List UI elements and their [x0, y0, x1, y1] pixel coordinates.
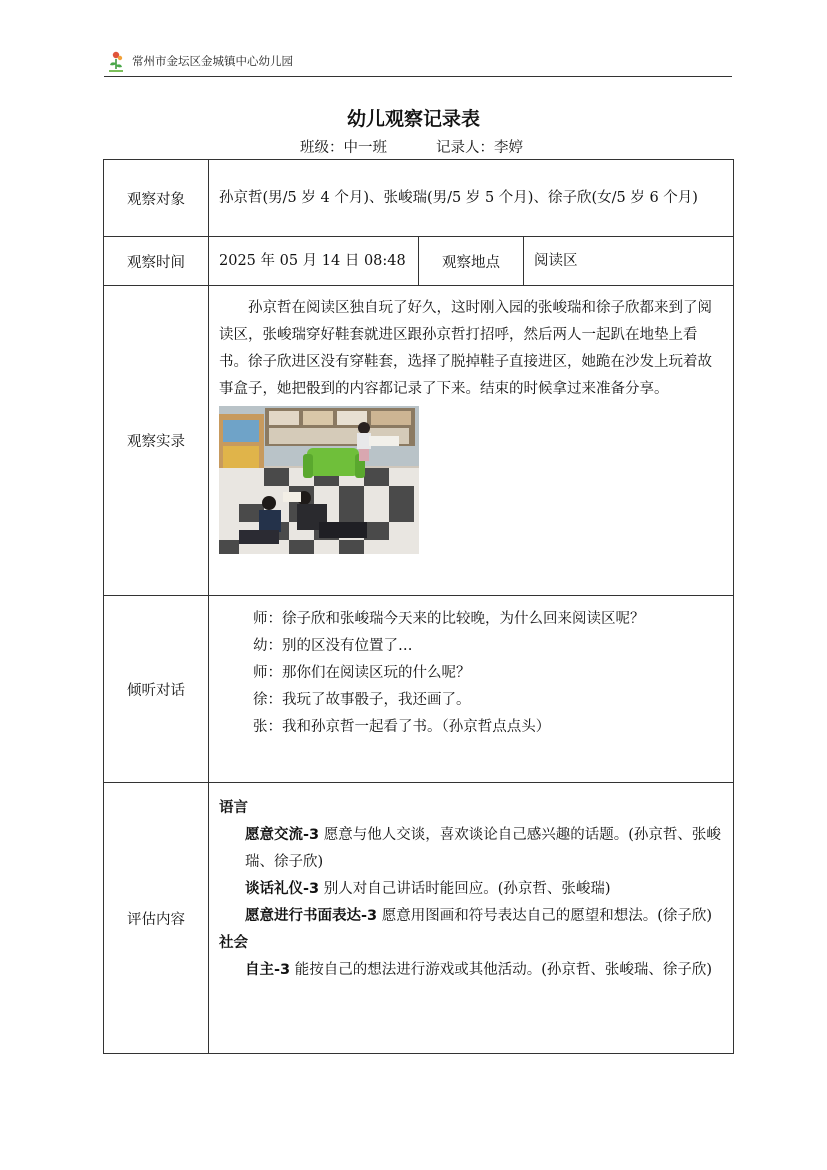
evaluation-item: [219, 903, 723, 930]
evaluation-item-text: 别人对自己讲话时能回应。(孙京哲、张峻瑞): [319, 881, 611, 897]
evaluation-item: [219, 876, 723, 903]
table-row-record: [104, 286, 734, 596]
time-value: 2025 年 05 月 14 日 08:48: [209, 237, 419, 286]
table-row-subject: [104, 160, 734, 237]
dialogue-line: 张：我和孙京哲一起看了书。（孙京哲点点头）: [253, 719, 551, 735]
record-label: 观察实录: [104, 286, 209, 596]
time-label: 观察时间: [104, 237, 209, 286]
evaluation-section-heading: 语言: [219, 800, 248, 816]
header-divider: [104, 76, 732, 77]
evaluation-section-heading: 社会: [219, 935, 248, 951]
place-value: 阅读区: [524, 237, 734, 286]
school-name: 常州市金坛区金城镇中心幼儿园: [132, 54, 293, 68]
evaluation-item-key: 愿意交流-3: [245, 827, 320, 843]
dialogue-label: 倾听对话: [104, 596, 209, 783]
subject-label: 观察对象: [104, 160, 209, 237]
page-title: 幼儿观察记录表: [346, 108, 480, 130]
dialogue-line: 徐：我玩了故事骰子，我还画了。: [253, 692, 471, 708]
dialogue-line: 幼：别的区没有位置了…: [253, 638, 413, 654]
page-header: [104, 48, 732, 76]
evaluation-item-text: 能按自己的想法进行游戏或其他活动。(孙京哲、张峻瑞、徐子欣): [290, 962, 713, 978]
evaluation-item-text: 愿意用图画和符号表达自己的愿望和想法。(徐子欣): [377, 908, 713, 924]
record-cell: [209, 286, 734, 596]
dialogue-line: 师：那你们在阅读区玩的什么呢？: [253, 665, 471, 681]
subject-value: 孙京哲(男/5 岁 4 个月)、张峻瑞(男/5 岁 5 个月)、徐子欣(女/5 岁 6 个月): [209, 160, 734, 237]
evaluation-cell: [209, 783, 734, 1054]
class-info: 班级：中一班: [300, 140, 387, 156]
evaluation-item-key: 愿意进行书面表达-3: [245, 908, 378, 924]
table-row-time: [104, 237, 734, 286]
school-logo-icon: [106, 50, 126, 74]
evaluation-item-text: 愿意与他人交谈，喜欢谈论自己感兴趣的话题。(孙京哲、张峻瑞、徐子欣): [245, 827, 721, 870]
table-row-dialogue: [104, 596, 734, 783]
evaluation-item-key: 自主-3: [245, 962, 291, 978]
place-label: 观察地点: [419, 237, 524, 286]
evaluation-item: [219, 822, 723, 876]
recorder-info: 记录人：李婷: [436, 140, 523, 156]
evaluation-item-key: 谈话礼仪-3: [245, 881, 320, 897]
evaluation-label: 评估内容: [104, 783, 209, 1054]
dialogue-cell: [209, 596, 734, 783]
evaluation-item: [219, 957, 723, 984]
table-row-evaluation: [104, 783, 734, 1054]
dialogue-line: 师：徐子欣和张峻瑞今天来的比较晚，为什么回来阅读区呢？: [253, 611, 645, 627]
classroom-reading-area-photo: [219, 406, 419, 554]
observation-table: [103, 159, 734, 1054]
record-text: 孙京哲在阅读区独自玩了好久，这时刚入园的张峻瑞和徐子欣都来到了阅读区，张峻瑞穿好鞋套就进区跟孙京哲打招呼，然后两人一起趴在地垫上看书。徐子欣进区没有穿鞋套，选择了脱掉鞋子直接进区，她跪在沙发上玩着故事盒子，她把骰到的内容都记录了下来。结束的时候拿过来准备分享。: [219, 300, 712, 397]
